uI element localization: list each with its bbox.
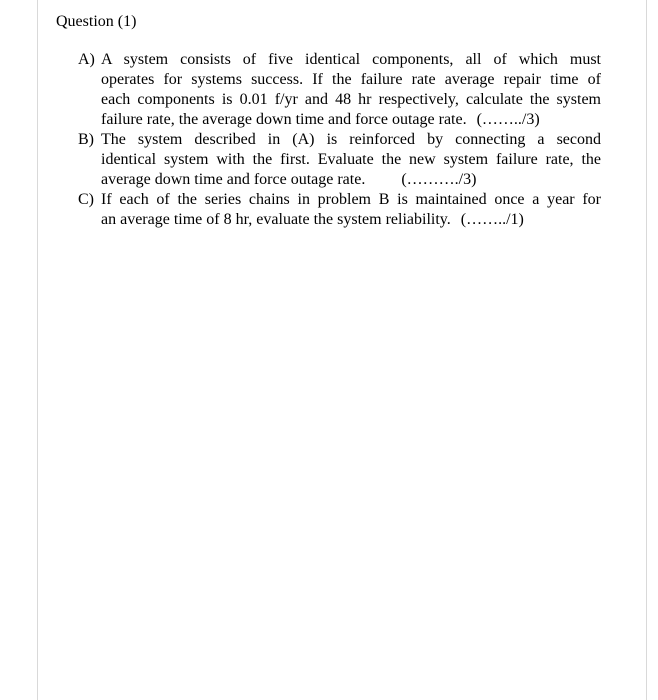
question-part-c	[78, 190, 601, 230]
question-text-line: each components is 0.01 f/yr and 48 hr respectively, calculate the system	[101, 91, 601, 108]
question-part-a	[78, 50, 601, 130]
question-list	[78, 50, 601, 230]
question-part-b	[78, 130, 601, 190]
question-text-line-last	[101, 210, 601, 230]
question-text-line: A system consists of five identical components, all of which must	[101, 51, 601, 68]
question-title: Question (1)	[56, 13, 137, 30]
marks-allocation: (……../1)	[460, 211, 524, 228]
marks-allocation: (……../3)	[476, 111, 540, 128]
marks-allocation: (………./3)	[401, 171, 477, 188]
question-text-line-last	[101, 110, 601, 130]
page-left-border	[37, 0, 38, 700]
page-right-border	[646, 0, 647, 700]
question-text-line-last	[101, 170, 601, 190]
question-text-line: average down time and force outage rate.	[101, 171, 366, 188]
question-part-label: A)	[78, 51, 95, 68]
question-part-label: C)	[78, 191, 94, 208]
question-text-line: operates for systems success. If the failure rate average repair time of	[101, 71, 601, 88]
question-text-line: If each of the series chains in problem B is maintained once a year for	[101, 191, 601, 208]
question-part-label: B)	[78, 131, 94, 148]
question-text-line: failure rate, the average down time and force outage rate.	[101, 111, 467, 128]
question-text-line: identical system with the first. Evaluate the new system failure rate, the	[101, 151, 601, 168]
question-text-line: The system described in (A) is reinforced by connecting a second	[101, 131, 601, 148]
question-text-line: an average time of 8 hr, evaluate the system reliability.	[101, 211, 451, 228]
